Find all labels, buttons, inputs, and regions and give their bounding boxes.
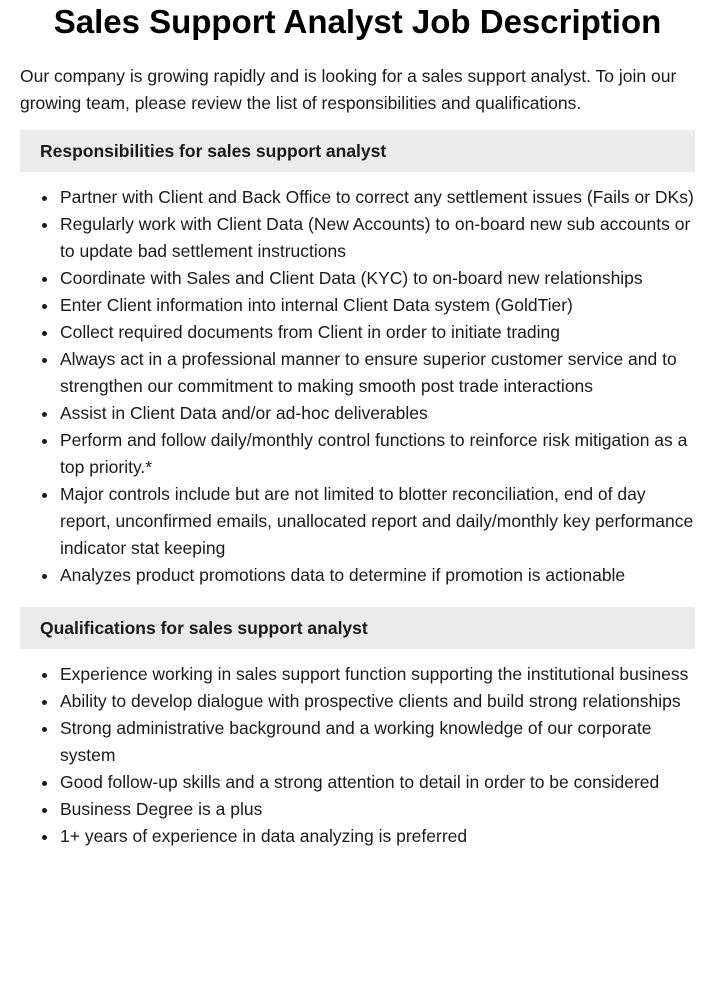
list-item: Always act in a professional manner to ensure superior customer service and to strengthen our commitment to making smooth post trade interactions (60, 346, 695, 400)
list-item: Enter Client information into internal Client Data system (GoldTier) (60, 292, 695, 319)
list-item: Partner with Client and Back Office to correct any settlement issues (Fails or DKs) (60, 184, 695, 211)
list-item: Collect required documents from Client in order to initiate trading (60, 319, 695, 346)
list-item: Perform and follow daily/monthly control functions to reinforce risk mitigation as a top priority.* (60, 427, 695, 481)
qualifications-heading: Qualifications for sales support analyst (20, 607, 695, 649)
page-title: Sales Support Analyst Job Description (53, 3, 662, 40)
list-item: Strong administrative background and a working knowledge of our corporate system (60, 715, 695, 769)
list-item: Experience working in sales support function supporting the institutional business (60, 661, 695, 688)
list-item: Ability to develop dialogue with prospective clients and build strong relationships (60, 688, 695, 715)
list-item: Assist in Client Data and/or ad-hoc deliverables (60, 400, 695, 427)
list-item: 1+ years of experience in data analyzing is preferred (60, 823, 695, 850)
intro-paragraph: Our company is growing rapidly and is looking for a sales support analyst. To join our growing team, please review the list of responsibilities and qualifications. (20, 66, 677, 113)
responsibilities-list (20, 184, 695, 589)
list-item: Analyzes product promotions data to determine if promotion is actionable (60, 562, 695, 589)
list-item: Coordinate with Sales and Client Data (KYC) to on-board new relationships (60, 265, 695, 292)
qualifications-list (20, 661, 695, 850)
list-item: Good follow-up skills and a strong attention to detail in order to be considered (60, 769, 695, 796)
responsibilities-heading: Responsibilities for sales support analyst (20, 130, 695, 172)
list-item: Business Degree is a plus (60, 796, 695, 823)
list-item: Major controls include but are not limited to blotter reconciliation, end of day report, unconfirmed emails, unallocated report and daily/monthly key performance indicator stat keeping (60, 481, 695, 562)
list-item: Regularly work with Client Data (New Accounts) to on-board new sub accounts or to update bad settlement instructions (60, 211, 695, 265)
